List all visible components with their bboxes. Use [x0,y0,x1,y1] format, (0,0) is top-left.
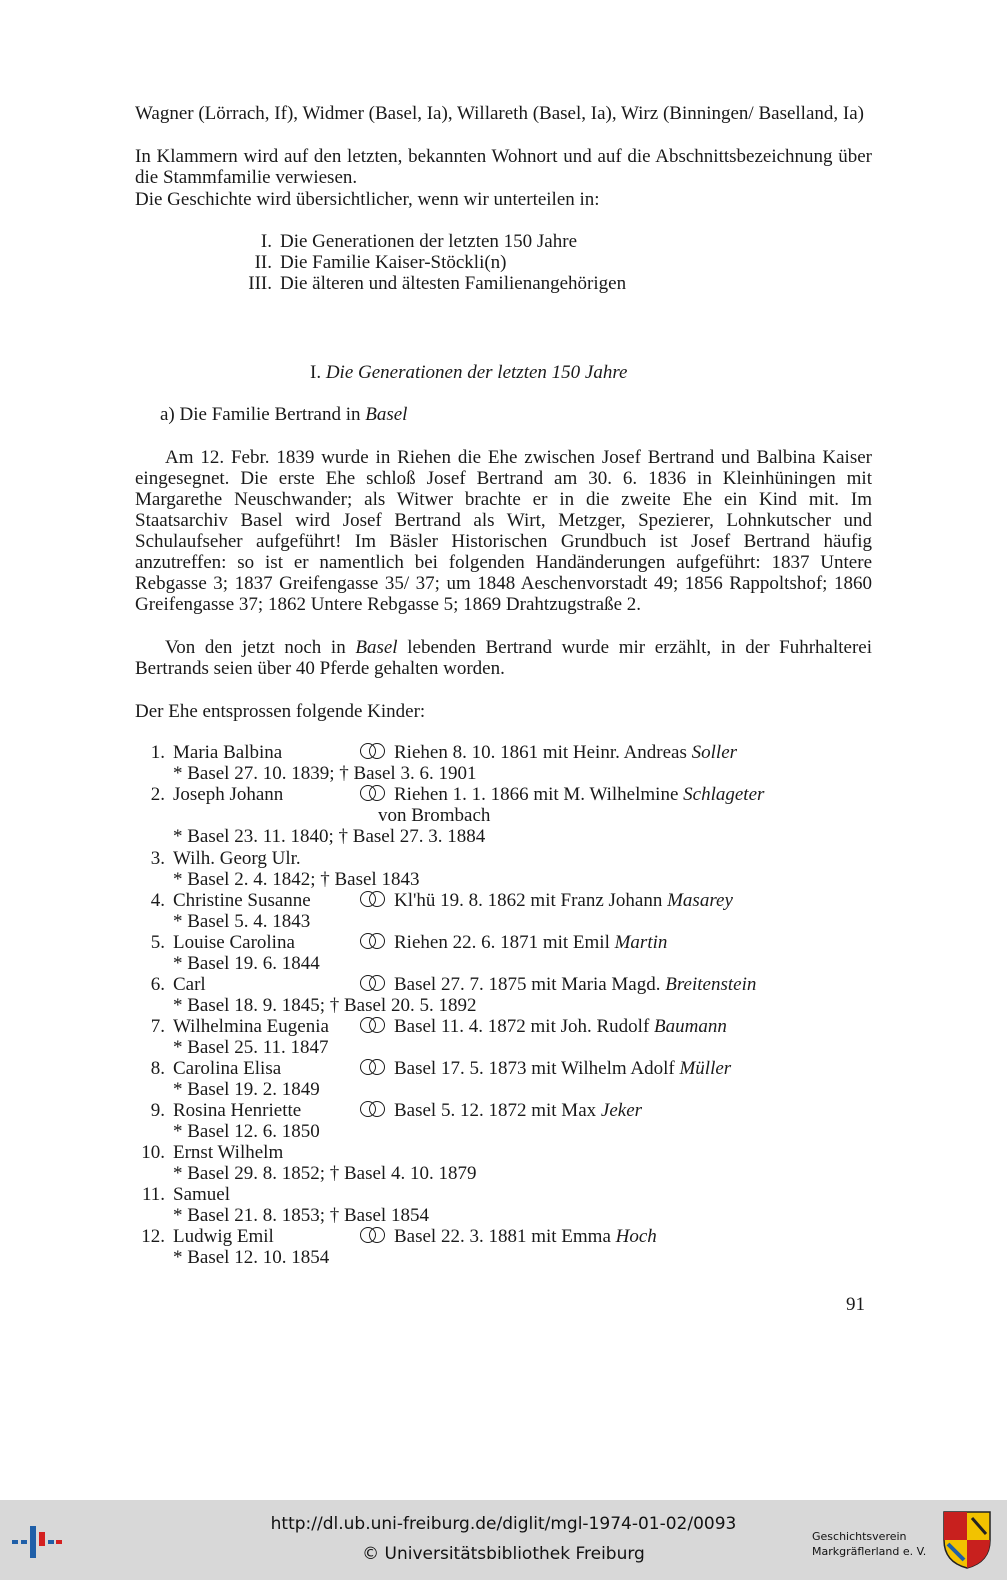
child-born: * Basel 2. 4. 1842; † Basel 1843 [173,869,420,890]
child-name: Rosina Henriette [173,1100,302,1121]
section-title: Die Generationen der letzten 150 Jahre [325,362,628,383]
marriage-rings-icon [360,1017,390,1033]
child-name: Wilh. Georg Ulr. [173,848,301,869]
marriage-text: Kl'hü 19. 8. 1862 mit Franz Johann [394,890,663,911]
spouse-name: Martin [614,932,668,953]
spouse-name: Masarey [667,890,733,911]
child-marriage [360,974,756,995]
spouse-name: Baumann [654,1016,727,1037]
child-born: * Basel 19. 2. 1849 [173,1079,320,1100]
child-marriage [360,1226,657,1247]
footer-organization [812,1529,926,1559]
footer-copyright: © Universitätsbibliothek Freiburg [362,1544,645,1564]
spouse-name: Soller [691,742,738,763]
toc-number: III. [248,273,272,294]
body-paragraph-3: Der Ehe entsprossen folgende Kinder: [135,701,426,722]
child-marriage [360,890,733,911]
child-number: 2. [150,784,165,805]
spouse-name: Hoch [615,1226,657,1247]
coat-of-arms-icon [942,1510,992,1570]
marriage-text: Basel 17. 5. 1873 mit Wilhelm Adolf [394,1058,675,1079]
subsection-prefix: a) Die Familie Bertrand in [160,404,361,425]
intro-paragraph-2: In Klammern wird auf den letzten, bekannten Wohnort und auf die Abschnittsbezeichnung über die Stammfamilie verwiesen. [135,146,872,188]
marriage-text: Basel 11. 4. 1872 mit Joh. Rudolf [394,1016,650,1037]
child-born: * Basel 29. 8. 1852; † Basel 4. 10. 1879 [173,1163,477,1184]
toc-number: I. [260,231,272,252]
marriage-text: Basel 5. 12. 1872 mit Max [394,1100,597,1121]
child-born: * Basel 23. 11. 1840; † Basel 27. 3. 1884 [173,826,486,847]
subsection-place: Basel [365,404,408,425]
toc-item [232,231,577,252]
toc-text: Die Generationen der letzten 150 Jahre [280,231,578,252]
toc-text: Die älteren und ältesten Familienangehörigen [280,273,627,294]
body-paragraph-2-place: Basel [355,637,398,658]
child-number: 7. [150,1016,165,1037]
child-born: * Basel 19. 6. 1844 [173,953,320,974]
org-line-2: Markgräflerland e. V. [812,1545,927,1558]
spouse-name: Breitenstein [665,974,757,995]
toc-item [232,273,626,294]
marriage-rings-icon [360,743,390,759]
page-number: 91 [846,1294,865,1315]
child-number: 6. [150,974,165,995]
child-born: * Basel 21. 8. 1853; † Basel 1854 [173,1205,429,1226]
child-marriage [360,1016,727,1037]
child-name: Christine Susanne [173,890,311,911]
intro-paragraph-1: Wagner (Lörrach, If), Widmer (Basel, Ia), Willareth (Basel, Ia), Wirz (Binningen/ Baselland, Ia) [135,103,864,124]
marriage-rings-icon [360,785,390,801]
child-name: Maria Balbina [173,742,283,763]
child-number: 1. [150,742,165,763]
footer-bar [0,1500,1007,1580]
child-number: 11. [141,1184,165,1205]
marriage-rings-icon [360,1101,390,1117]
body-paragraph-2-end: lebenden Bertrand wurde mir erzählt, in der Fuhrhalterei Bertrands seien über 40 Pferde gehalten worden. [135,637,873,679]
child-number: 4. [150,890,165,911]
child-born: * Basel 27. 10. 1839; † Basel 3. 6. 1901 [173,763,477,784]
child-marriage [360,932,667,953]
child-number: 9. [150,1100,165,1121]
marriage-text: Basel 27. 7. 1875 mit Maria Magd. [394,974,661,995]
child-extra: von Brombach [378,805,491,826]
spouse-name: Müller [679,1058,732,1079]
marriage-rings-icon [360,1059,390,1075]
child-born: * Basel 12. 10. 1854 [173,1247,330,1268]
child-name: Wilhelmina Eugenia [173,1016,329,1037]
marriage-text: Basel 22. 3. 1881 mit Emma [394,1226,611,1247]
toc-item [232,252,507,273]
child-name: Ernst Wilhelm [173,1142,284,1163]
marriage-rings-icon [360,975,390,991]
section-number: I. [310,362,322,383]
child-born: * Basel 12. 6. 1850 [173,1121,320,1142]
child-name: Ludwig Emil [173,1226,274,1247]
body-paragraph-1: Am 12. Febr. 1839 wurde in Riehen die Ehe zwischen Josef Bertrand und Balbina Kaiser eingesegnet. Die erste Ehe schloß Josef Bertrand am 30. 6. 1836 in Kleinhüningen mit Margarethe Neuschwander; als Witwer brachte er in die zweite Ehe ein Kind mit. Im Staatsarchiv Basel wird Josef Bertrand als Wirt, Metzger, Spezierer, Lohnkutscher und Schulaufseher aufgeführt! Im Bäsler Historischen Grundbuch ist Josef Bertrand häufig anzutreffen: so ist er namentlich bei folgenden Handänderungen aufgeführt: 1837 Untere Rebgasse 3; 1837 Greifengasse 35/ 37; um 1848 Aeschenvorstadt 49; 1856 Rappoltshof; 1860 Greifengasse 37; 1862 Untere Rebgasse 5; 1869 Drahtzugstraße 2. [135,447,872,615]
footer-url[interactable]: http://dl.ub.uni-freiburg.de/diglit/mgl-1974-01-02/0093 [270,1514,737,1534]
child-born: * Basel 18. 9. 1845; † Basel 20. 5. 1892 [173,995,477,1016]
section-heading [310,362,627,383]
child-number: 5. [150,932,165,953]
marriage-rings-icon [360,933,390,949]
child-marriage [360,784,764,805]
child-name: Louise Carolina [173,932,295,953]
marriage-rings-icon [360,1227,390,1243]
child-name: Joseph Johann [173,784,284,805]
marriage-rings-icon [360,891,390,907]
subsection-heading [160,404,407,425]
child-number: 10. [141,1142,165,1163]
child-marriage [360,1100,642,1121]
spouse-name: Jeker [600,1100,643,1121]
toc-text: Die Familie Kaiser-Stöckli(n) [280,252,507,273]
child-number: 12. [141,1226,165,1247]
body-paragraph-2-start: Von den jetzt noch in [165,637,346,658]
spouse-name: Schlageter [683,784,765,805]
child-born: * Basel 25. 11. 1847 [173,1037,329,1058]
intro-paragraph-3: Die Geschichte wird übersichtlicher, wenn wir unterteilen in: [135,189,600,210]
child-name: Carolina Elisa [173,1058,282,1079]
child-number: 8. [150,1058,165,1079]
toc-number: II. [254,252,272,273]
marriage-text: Riehen 22. 6. 1871 mit Emil [394,932,610,953]
child-name: Samuel [173,1184,230,1205]
marriage-text: Riehen 1. 1. 1866 mit M. Wilhelmine [394,784,679,805]
child-marriage [360,742,737,763]
child-number: 3. [150,848,165,869]
child-marriage [360,1058,731,1079]
org-line-1: Geschichtsverein [812,1530,907,1543]
child-name: Carl [173,974,206,995]
body-paragraph-2 [135,637,872,679]
child-born: * Basel 5. 4. 1843 [173,911,311,932]
marriage-text: Riehen 8. 10. 1861 mit Heinr. Andreas [394,742,687,763]
